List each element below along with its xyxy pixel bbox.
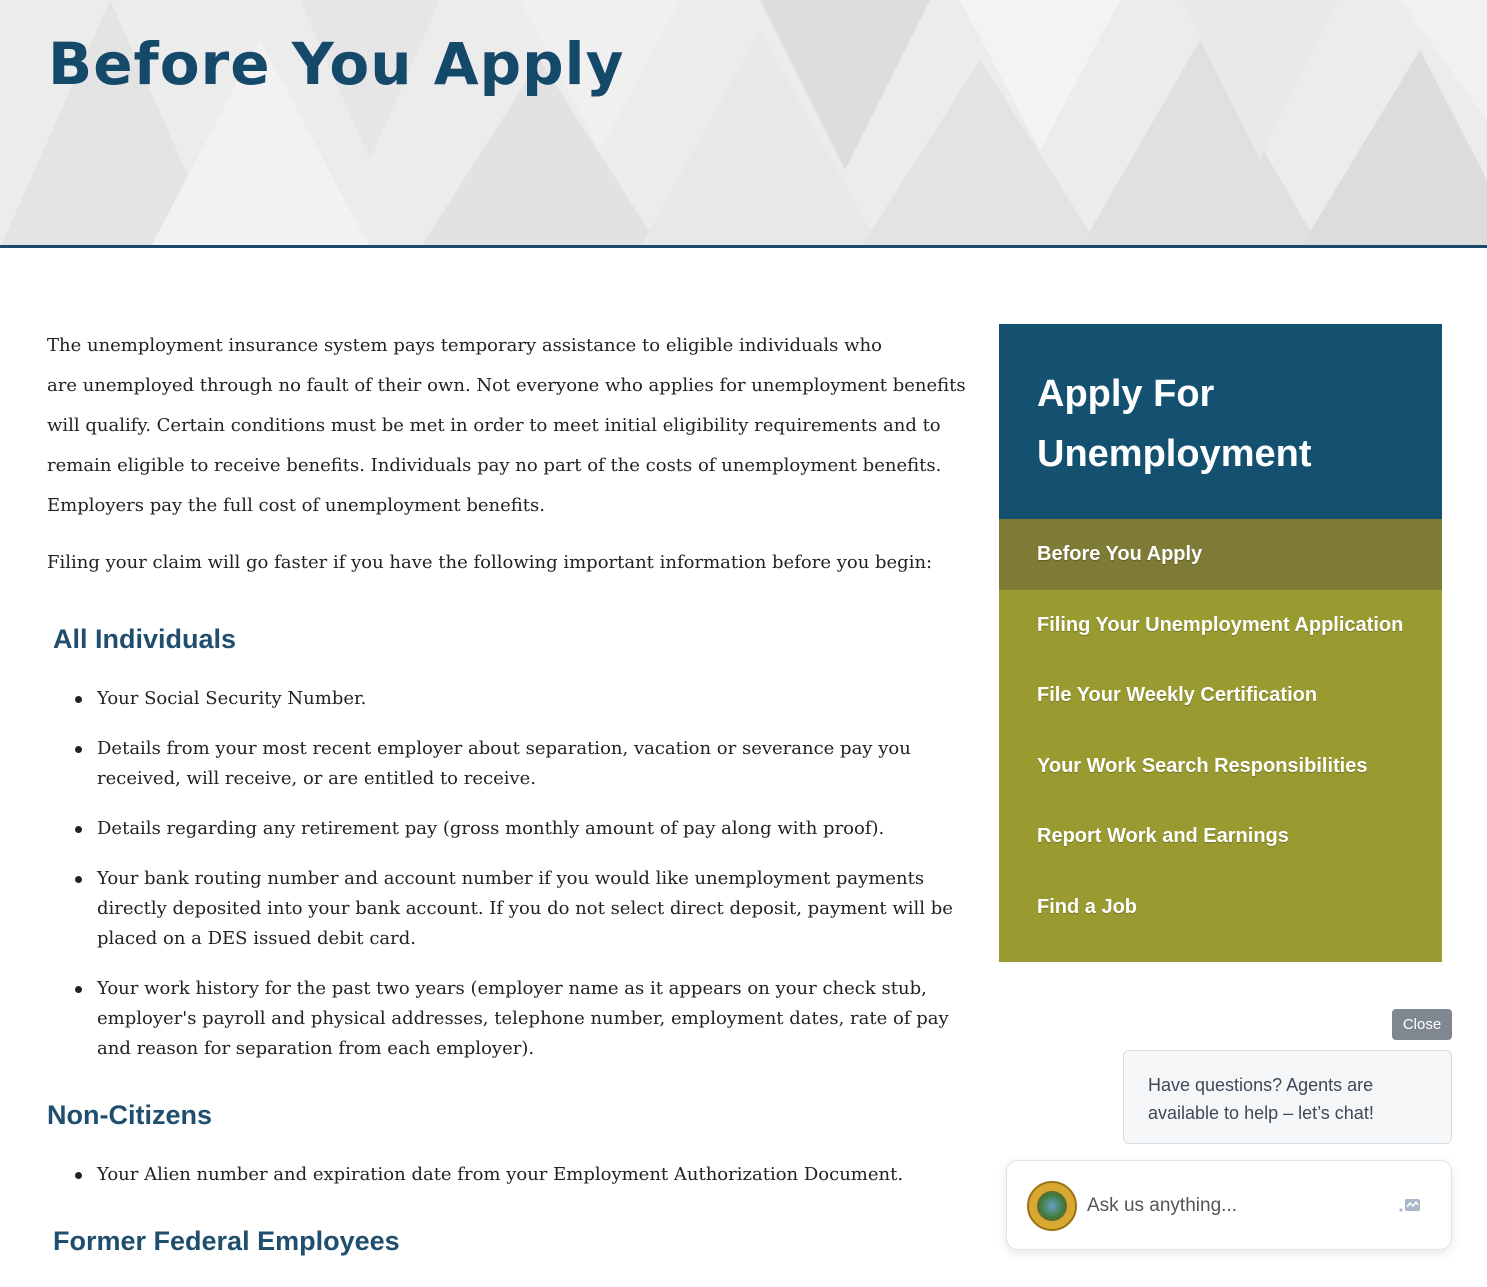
intro-paragraph bbox=[47, 326, 967, 526]
sidebar-item-find-a-job[interactable]: Find a Job bbox=[1037, 895, 1137, 918]
sidebar-item-weekly-certification[interactable]: File Your Weekly Certification bbox=[1037, 684, 1318, 706]
nc-seal-icon bbox=[1027, 1181, 1077, 1231]
sidebar bbox=[999, 324, 1442, 962]
sidebar-header bbox=[999, 324, 1442, 519]
list-item: Your Social Security Number. bbox=[47, 684, 967, 714]
section-title-non-citizens: Non-Citizens bbox=[47, 1100, 212, 1130]
chat-message-input[interactable] bbox=[1087, 1189, 1387, 1223]
sidebar-item-before-you-apply[interactable]: Before You Apply bbox=[999, 519, 1442, 590]
list-item: Details regarding any retirement pay (gross monthly amount of pay along with proof). bbox=[47, 814, 967, 844]
section-title-all-individuals: All Individuals bbox=[53, 624, 237, 654]
lead-paragraph: Filing your claim will go faster if you have the following important information before you begin: bbox=[47, 552, 933, 573]
intro-line-rest: are unemployed through no fault of their own. Not everyone who applies for unemployment benefits will qualify. Certain conditions must be met in order to meet initial eligibility requirements and to remain eligible to receive benefits. Individuals pay no part of the costs of unemployment benefits. Employers pay the full cost of unemployment benefits. bbox=[47, 375, 966, 516]
list-item: Your bank routing number and account number if you would like unemployment payments directly deposited into your bank account. If you do not select direct deposit, payment will be placed on a DES issued debit card. bbox=[47, 864, 967, 954]
section-title-former-federal-employees: Former Federal Employees bbox=[53, 1226, 400, 1256]
send-icon[interactable] bbox=[1399, 1197, 1421, 1215]
list-item: Your Alien number and expiration date from your Employment Authorization Document. bbox=[47, 1160, 967, 1190]
sidebar-item-filing-application[interactable]: Filing Your Unemployment Application bbox=[1037, 613, 1404, 636]
chat-input-bar bbox=[1006, 1160, 1452, 1250]
all-individuals-list bbox=[47, 684, 967, 1084]
page-title: Before You Apply bbox=[48, 30, 625, 98]
list-item: Details from your most recent employer about separation, vacation or severance pay you received, will receive, or are entitled to receive. bbox=[47, 734, 967, 794]
page-hero bbox=[0, 0, 1487, 248]
intro-line-1: The unemployment insurance system pays temporary assistance to eligible individuals who bbox=[47, 335, 882, 356]
sidebar-item-work-search[interactable]: Your Work Search Responsibilities bbox=[1037, 754, 1368, 777]
sidebar-nav bbox=[999, 519, 1442, 962]
sidebar-title: Apply For Unemployment bbox=[1037, 373, 1312, 475]
chat-greeting-bubble: Have questions? Agents are available to help – let’s chat! bbox=[1123, 1050, 1452, 1144]
chat-close-button[interactable]: Close bbox=[1392, 1009, 1452, 1040]
main-content bbox=[47, 326, 967, 1256]
sidebar-item-report-work-earnings[interactable]: Report Work and Earnings bbox=[1037, 825, 1289, 847]
list-item: Your work history for the past two years (employer name as it appears on your check stub, employer's payroll and physical addresses, telephone number, employment dates, rate of pay and reason for separation from each employer). bbox=[47, 974, 967, 1064]
non-citizens-list bbox=[47, 1160, 967, 1210]
